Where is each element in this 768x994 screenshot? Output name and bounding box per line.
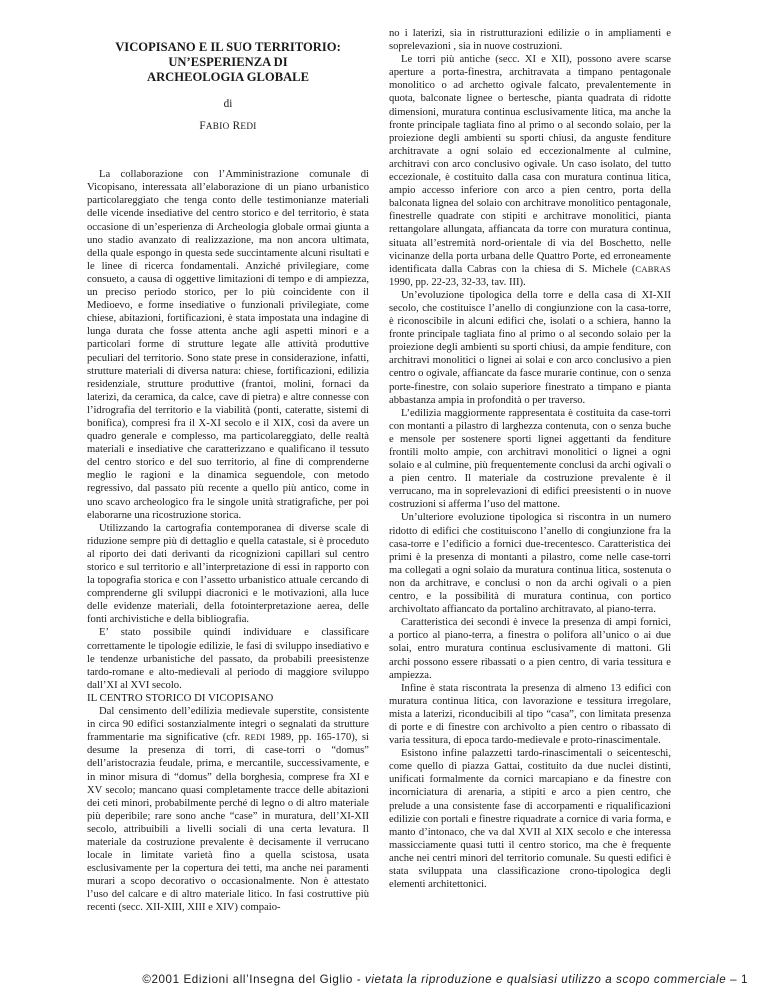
section-heading: IL CENTRO STORICO DI VICOPISANO — [87, 691, 274, 704]
paragraph: Infine è stata riscontrata la presenza di almeno 13 edifici con muratura continua litica, con lavorazione e tessitura irregolare, mista a laterizi, riconducibili al tipo “casa”, con limitata presenza di porte e di finestre con archivolto a pien centro o ribassato di varia tessitura, di epoca tardo-medievale e proto-rinascimentale. — [389, 682, 671, 747]
right-column — [389, 27, 671, 891]
paragraph: no i laterizi, sia in ristrutturazioni edilizie o in ampliamenti e soprelevazioni , sia in nuove costruzioni. — [389, 28, 671, 53]
paragraph: La collaborazione con l’Amministrazione comunale di Vicopisano, interessata all’elaborazione di un piano urbanistico particolareggiato che tenga conto delle testimonianze materiali delle vicende insediative del centro storico e del territorio, è stata occasione di un’esperienza di Archeologia globale ormai giunta a uno stadio avanzato di realizzazione, ma non ancora ultimata, della quale espongo in questa sede succintamente alcuni risultati e le linee di ricerca fondamentali. Anziché privilegiare, come consueto, a causa di oggettive limitazioni di tempo e di ampiezza, un preciso periodo storico, per lo più coincidente con il Medioevo, e forme insediative o funzionali privilegiate, come chiese, abitazioni, fortificazioni, è stata impostata una indagine di lunga durata che fosse attenta anche agli aspetti minori e a particolari forme di strutture legate alle attività produttive peculiari del territorio. Sono state prese in considerazione, infatti, strutture materiali di diversa natura: chiese, fortificazioni, edilizia residenziale, strutture produttive (frantoi, molini, fornaci da laterizi, da ceramica, da calce, cave di pietra) e altre connesse con l’idrografia del territorio e la viabilità (ponti, cateratte, sistemi di bonifica), compresi fra il X-XI secolo e il XIX, così da avere un quadro generale e complesso, ma particolareggiato, delle realtà materiali e insediative che caratterizzano e qualificano il tessuto del centro storico e del suo territorio, al fine di comprenderne meglio le ragioni e la dinamica seguendole, con metodo regressivo, dal passato più recente a quello più antico, come in uno scavo archeologico fra le singole unità stratigrafiche, per poi elaborarne una ricostruzione storica. — [87, 169, 369, 521]
article-title: VICOPISANO E IL SUO TERRITORIO: UN’ESPERIENZA DI ARCHEOLOGIA GLOBALE — [115, 40, 341, 84]
citation: CABRAS — [635, 263, 671, 274]
paragraph: Un’ulteriore evoluzione tipologica si riscontra in un numero ridotto di edifici che costituiscono l’anello di congiunzione fra la casa-torre e l’edificio a fornici due-trecentesco. Caratteristica dei primi è la presenza di montanti a pilastro, come nelle case-torri ma collegati a ogni solaio da muratura continua litica, sostenuta o non da architrave, e conclusi o non da archi ogivali o a pien centro, e la possibilità di muratura continua, con portico archivoltato affiancato da portalino architravato, al piano-terra. — [389, 512, 671, 616]
byline-di: di — [223, 98, 233, 110]
paragraph: E’ stato possibile quindi individuare e classificare correttamente le tipologie edilizie, le fasi di sviluppo insediativo e le tendenze urbanistiche del passato, da probabili preesistenze tardo-romane e alto-medievali al periodo di maggiore sviluppo dall’XI al XVI secolo. — [87, 627, 369, 691]
paragraph: Un’evoluzione tipologica della torre e della casa di XI-XII secolo, che costituisce l’anello di congiunzione con la casa-torre, è riconoscibile in alcuni edifici che, isolati o a schiera, hanno la fronte principale tagliata fino al primo o al secondo solaio per la proiezione degli ambienti su sporti chiusi, da ampie fenditure, con architravi monolitici o lignei ai solai e con arco conclusivo a pien centro o ogivale, affiancate da fasce murarie continue, con o senza porte-finestre, con solaio superiore finestrato a timpano e pianta abbastanza ampia in profondità o per traverso. — [389, 289, 671, 406]
citation: REDI — [244, 732, 266, 743]
paragraph: Utilizzando la cartografia contemporanea di diverse scale di riduzione sempre più di dettaglio e quella catastale, si è proceduto al riporto dei dati derivanti da ricognizioni capillari sul centro storico e sul territorio e all’interpretazione di essi in rapporto con la topografia storica e con l’assetto urbanistico attuale cercando di comprenderne gli sviluppi diacronici e le motivazioni, alla luce delle evidenze materiali, della fotointerpretazione aerea, delle fonti archivistiche e della bibliografia. — [87, 522, 369, 626]
paragraph: Le torri più antiche (secc. XI e XII), possono avere scarse aperture a porta-finestra, architravata a timpano pentagonale monolitico o ad archetto ogivale falcato, prevalentemente in quota, balconate lignee o bertesche, pianta quadrata di ridotte dimensioni, muratura continua esclusivamente litica, ma anche la fronte principale tagliata fino al primo o al secondo solaio, per la proiezione degli ambienti su sporti chiusi, da anguste fenditure architravate a ogni solaio ed eccezionalmente al culmine, architravi con arco conclusivo ogivale. Un caso isolato, del tutto eccezionale, è costituito dalla casa con muratura continua litica, ampio accesso inferiore con arco a pien centro, porta della balconata lignea del solaio con architrave monolitico pentagonale, finestrelle quadrate con stipiti e architrave monolitici, pianta rettangolare allungata, affiancata da torre con muratura continua, situata all’estremità nord-orientale di via del Boschetto, nelle vicinanze della porta urbana delle Quattro Porte, ed erroneamente identificata dalla Cabras con la chiesa di S. Michele (CABRAS 1990, pp. 22-23, 32-33, tav. III). — [389, 54, 671, 288]
author-name: FABIO REDI — [199, 120, 257, 133]
body-text-left — [87, 168, 369, 914]
paragraph: L’edilizia maggiormente rappresentata è costituita da case-torri con montanti a pilastro di larghezza contenuta, con o senza buche e mensole per sostenere sporti lignei aggettanti da fenditure frontili molto ampie, con architravi monolitici o lignei a ogni solaio e al culmine, più frequentemente conclusi da archi ogivali o a pien centro. Il materiale da costruzione prevalente è il verrucano, ma in soprelevazioni di edifici preesistenti o in nuove costruzioni si afferma l’uso del mattone. — [389, 407, 671, 511]
page-footer — [30, 973, 748, 986]
copyright-notice: ©2001 Edizioni all’Insegna del Giglio - — [142, 973, 365, 986]
paragraph: Caratteristica dei secondi è invece la presenza di ampi fornici, a portico al piano-terra, a finestra o polifora all’unico o ai due solai, entro muratura continua esclusivamente di mattoni. Gli archi possono essere ribassati o a pien centro, di varia tessitura e ampiezza. — [389, 617, 671, 681]
usage-notice: vietata la riproduzione e qualsiasi utilizzo a scopo commerciale — [364, 973, 727, 986]
page-number: – 1 — [726, 973, 748, 986]
paragraph: Dal censimento dell’edilizia medievale superstite, consistente in circa 90 edifici sostanzialmente integri o segnalati da strutture frammentarie ma significative (cfr. REDI 1989, pp. 165-170), si desume la presenza di torri, di case-torri o “domus” dell’aristocrazia feudale, prima, e mercantile, successivamente, e in minor misura di “domus” della borghesia, comprese fra XI e XV secolo; mancano quasi completamente tracce delle abitazioni dei ceti minori, probabilmente perché di legno o di altro materiale più deperibile; rare sono anche “case” in muratura, dell’XI-XII secolo, attribuibili a livelli sociali di una certa levatura. Il materiale da costruzione prevalente è decisamente il verrucano locale in limitate varietà fino a quella scistosa, usata esclusivamente per la copertura dei tetti, ma anche nei paramenti murari a scopo decorativo o occasionalmente. Non è attestato l’uso del calcare e di altro materiale litico. In fasi costruttive più recenti (secc. XII-XIII, XIII e XIV) compaio- — [87, 706, 369, 914]
left-column — [87, 32, 369, 915]
paragraph: Esistono infine palazzetti tardo-rinascimentali o seicenteschi, come quello di piazza Gattai, costituito da due nuclei distinti, unificati formalmente da cornici marcapiano e da finestre con incorniciatura di arenaria, a stipiti e arco a pien centro, che prelude a una consistente fase di accorpamenti e riqualificazioni edilizie con portali e finestre riquadrate a cornice di varia forma, e manto d’intonaco, che va dal XVII al XIX secolo e che interessa massicciamente quasi tutti il centro storico, ma che è frequente anche nei centri minori del territorio comunale. Su questi edifici è stata sviluppata una classificazione crono-tipologica degli elementi architettonici. — [389, 748, 671, 891]
